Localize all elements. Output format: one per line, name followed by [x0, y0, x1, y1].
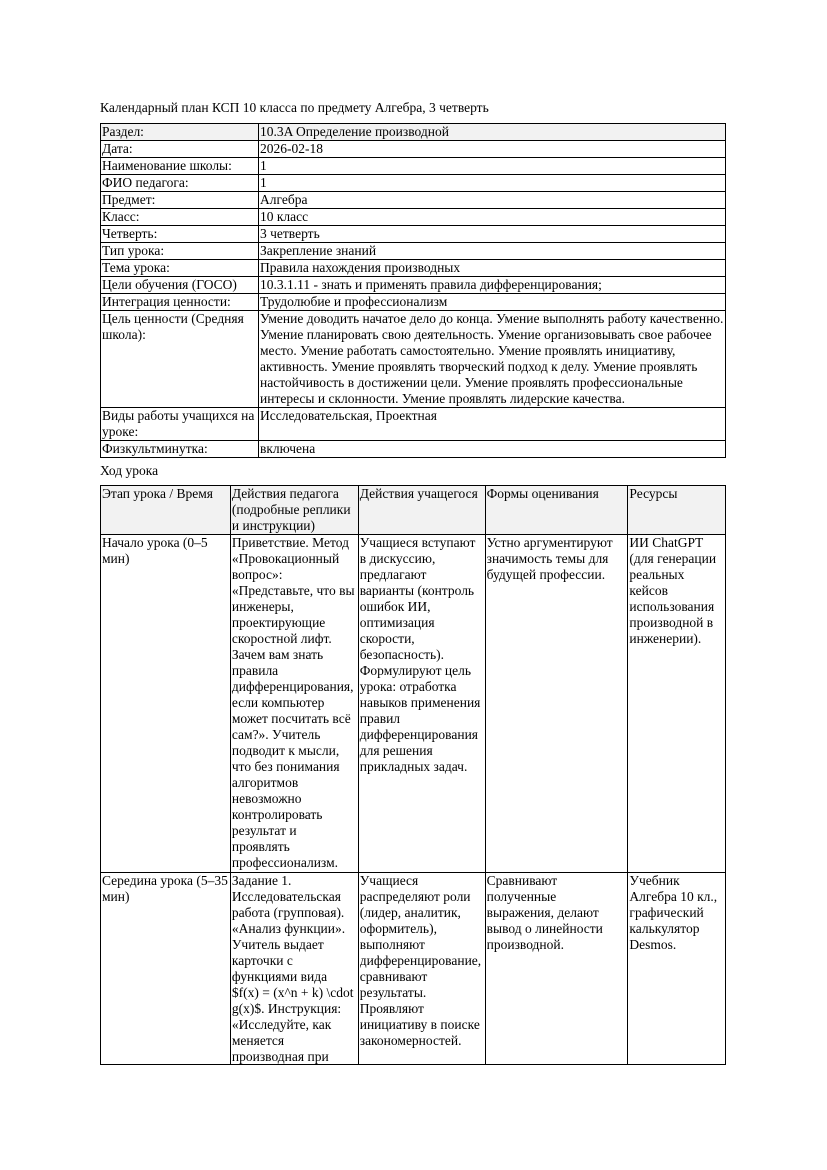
info-row	[101, 124, 726, 141]
info-label: Класс:	[101, 209, 259, 226]
info-row	[101, 277, 726, 294]
stage-text: Середина урока (5–35 мин)	[102, 873, 228, 904]
info-value: Закрепление знаний	[259, 243, 726, 260]
info-value: включена	[259, 441, 726, 458]
info-label: Четверть:	[101, 226, 259, 243]
info-label: Раздел:	[101, 124, 259, 141]
info-value: Умение доводить начатое дело до конца. Умение выполнять работу качественно. Умение планировать свою деятельность. Умение организовывать свое рабочее место. Умение работать самостоятельно. Умение проявлять инициативу, активность. Умение проявлять творческий подход к делу. Умение проявлять настойчивость в достижении цели. Умение проявлять профессиональные интересы и склонности. Умение проявлять лидерские качества.	[259, 311, 726, 408]
info-value: 10.3.1.11 - знать и применять правила дифференцирования;	[259, 277, 726, 294]
info-row	[101, 192, 726, 209]
info-value: 10 класс	[259, 209, 726, 226]
info-value: 10.3A Определение производной	[259, 124, 726, 141]
info-value: 2026-02-18	[259, 141, 726, 158]
info-label: ФИО педагога:	[101, 175, 259, 192]
info-label: Тема урока:	[101, 260, 259, 277]
info-value: Правила нахождения производных	[259, 260, 726, 277]
info-row	[101, 294, 726, 311]
lesson-plan-table	[100, 485, 726, 1065]
info-label: Виды работы учащихся на уроке:	[101, 408, 259, 441]
info-value: Трудолюбие и профессионализм	[259, 294, 726, 311]
assessment-cell: Устно аргументируют значимость темы для будущей профессии.	[485, 535, 628, 873]
info-row	[101, 243, 726, 260]
student-actions-cell	[358, 873, 485, 1065]
info-value: Алгебра	[259, 192, 726, 209]
teacher-actions-cell	[230, 873, 358, 1065]
info-value: Исследовательская, Проектная	[259, 408, 726, 441]
info-value: 1	[259, 158, 726, 175]
info-row	[101, 158, 726, 175]
table-row	[101, 873, 726, 1065]
info-label: Предмет:	[101, 192, 259, 209]
column-header-assessment: Формы оценивания	[485, 486, 628, 535]
teacher-actions-cell: Приветствие. Метод «Провокационный вопрос»: «Представьте, что вы инженеры, проектирующие скоростной лифт. Зачем вам знать правила дифференцирования, если компьютер может посчитать всё сам?». Учитель подводит к мысли, что без понимания алгоритмов невозможно контролировать результат и проявлять профессионализм.	[230, 535, 358, 873]
column-header-teacher: Действия педагога (подробные реплики и инструкции)	[230, 486, 358, 535]
table-row	[101, 535, 726, 873]
stage-cell: Начало урока (0–5 мин)	[101, 535, 231, 873]
info-value: 1	[259, 175, 726, 192]
info-row	[101, 141, 726, 158]
assessment-cell	[485, 873, 628, 1065]
column-header-stage: Этап урока / Время	[101, 486, 231, 535]
resources-cell: ИИ ChatGPT (для генерации реальных кейсов использования производной в инженерии).	[628, 535, 726, 873]
info-row	[101, 260, 726, 277]
info-value: 3 четверть	[259, 226, 726, 243]
info-label: Наименование школы:	[101, 158, 259, 175]
document-title: Календарный план КСП 10 класса по предмету Алгебра, 3 четверть	[100, 100, 489, 115]
table-header-row	[101, 486, 726, 535]
info-row	[101, 226, 726, 243]
column-header-resources: Ресурсы	[628, 486, 726, 535]
assessment-text: Сравнивают полученные выражения, делают вывод о линейности производной.	[486, 873, 603, 952]
student-actions-cell: Учащиеся вступают в дискуссию, предлагают варианты (контроль ошибок ИИ, оптимизация скорости, безопасность). Формулируют цель урока: отработка навыков применения правил дифференцирования для решения прикладных задач.	[358, 535, 485, 873]
column-header-students: Действия учащегося	[358, 486, 485, 535]
info-label: Интеграция ценности:	[101, 294, 259, 311]
info-row	[101, 209, 726, 226]
resources-cell	[628, 873, 726, 1065]
info-row	[101, 311, 726, 408]
student-actions-text: Учащиеся распределяют роли (лидер, аналитик, оформитель), выполняют дифференцирование, сравнивают результаты. Проявляют инициативу в поиске закономерностей.	[359, 873, 482, 1048]
info-label: Цель ценности (Средняя школа):	[101, 311, 259, 408]
info-label: Дата:	[101, 141, 259, 158]
info-row	[101, 441, 726, 458]
resources-text: Учебник Алгебра 10 кл., графический калькулятор Desmos.	[629, 873, 718, 952]
info-label: Тип урока:	[101, 243, 259, 260]
info-label: Физкультминутка:	[101, 441, 259, 458]
info-label: Цели обучения (ГОСО)	[101, 277, 259, 294]
info-row	[101, 408, 726, 441]
lesson-progress-title: Ход урока	[100, 463, 159, 478]
info-row	[101, 175, 726, 192]
lesson-info-table	[100, 123, 726, 458]
teacher-actions-text: Задание 1. Исследовательская работа (групповая). «Анализ функции». Учитель выдает карточки с функциями вида $f(x) = (x^n + k) \cdot g(x)$. Инструкция: «Исследуйте, как меняется производная при	[231, 873, 354, 1064]
stage-cell	[101, 873, 231, 1065]
